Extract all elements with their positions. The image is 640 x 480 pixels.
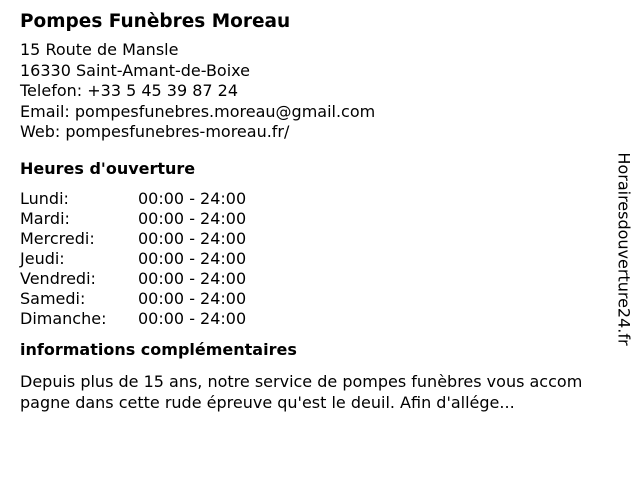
- business-card: [20, 10, 610, 413]
- address-street: 15 Route de Mansle: [20, 40, 179, 59]
- hours-row-wednesday: [20, 229, 610, 249]
- opening-hours-table: [20, 189, 610, 329]
- time-range: 00:00 - 24:00: [138, 248, 247, 268]
- phone-line: Telefon: +33 5 45 39 87 24: [20, 81, 239, 100]
- time-range: 00:00 - 24:00: [138, 228, 247, 248]
- day-label: Lundi:: [20, 188, 69, 208]
- hours-row-thursday: [20, 249, 610, 269]
- day-label: Vendredi:: [20, 268, 96, 288]
- website-line: Web: pompesfunebres-moreau.fr/: [20, 122, 290, 141]
- time-range: 00:00 - 24:00: [138, 188, 247, 208]
- email-line: Email: pompesfunebres.moreau@gmail.com: [20, 101, 376, 121]
- day-label: Mardi:: [20, 208, 70, 228]
- day-label: Samedi:: [20, 288, 86, 308]
- watermark-text: Horairesdouverture24.fr: [614, 152, 634, 346]
- hours-row-tuesday: [20, 209, 610, 229]
- time-range: 00:00 - 24:00: [138, 208, 247, 228]
- description-line-2: pagne dans cette rude épreuve qu'est le deuil. Afin d'allége...: [20, 392, 515, 412]
- hours-row-monday: [20, 189, 610, 209]
- contact-block: [20, 40, 610, 143]
- description-line-1: Depuis plus de 15 ans, notre service de pompes funèbres vous accom: [20, 371, 583, 391]
- description-text: [20, 371, 630, 413]
- day-label: Mercredi:: [20, 228, 95, 248]
- time-range: 00:00 - 24:00: [138, 288, 247, 308]
- time-range: 00:00 - 24:00: [138, 268, 247, 288]
- hours-row-sunday: [20, 309, 610, 329]
- opening-hours-heading: Heures d'ouverture: [20, 158, 196, 178]
- address-city: 16330 Saint-Amant-de-Boixe: [20, 60, 250, 80]
- day-label: Jeudi:: [20, 248, 65, 268]
- time-range: 00:00 - 24:00: [138, 308, 247, 328]
- hours-row-saturday: [20, 289, 610, 309]
- hours-row-friday: [20, 269, 610, 289]
- day-label: Dimanche:: [20, 308, 107, 328]
- additional-info-heading: informations complémentaires: [20, 339, 297, 359]
- business-name: Pompes Funèbres Moreau: [20, 11, 291, 32]
